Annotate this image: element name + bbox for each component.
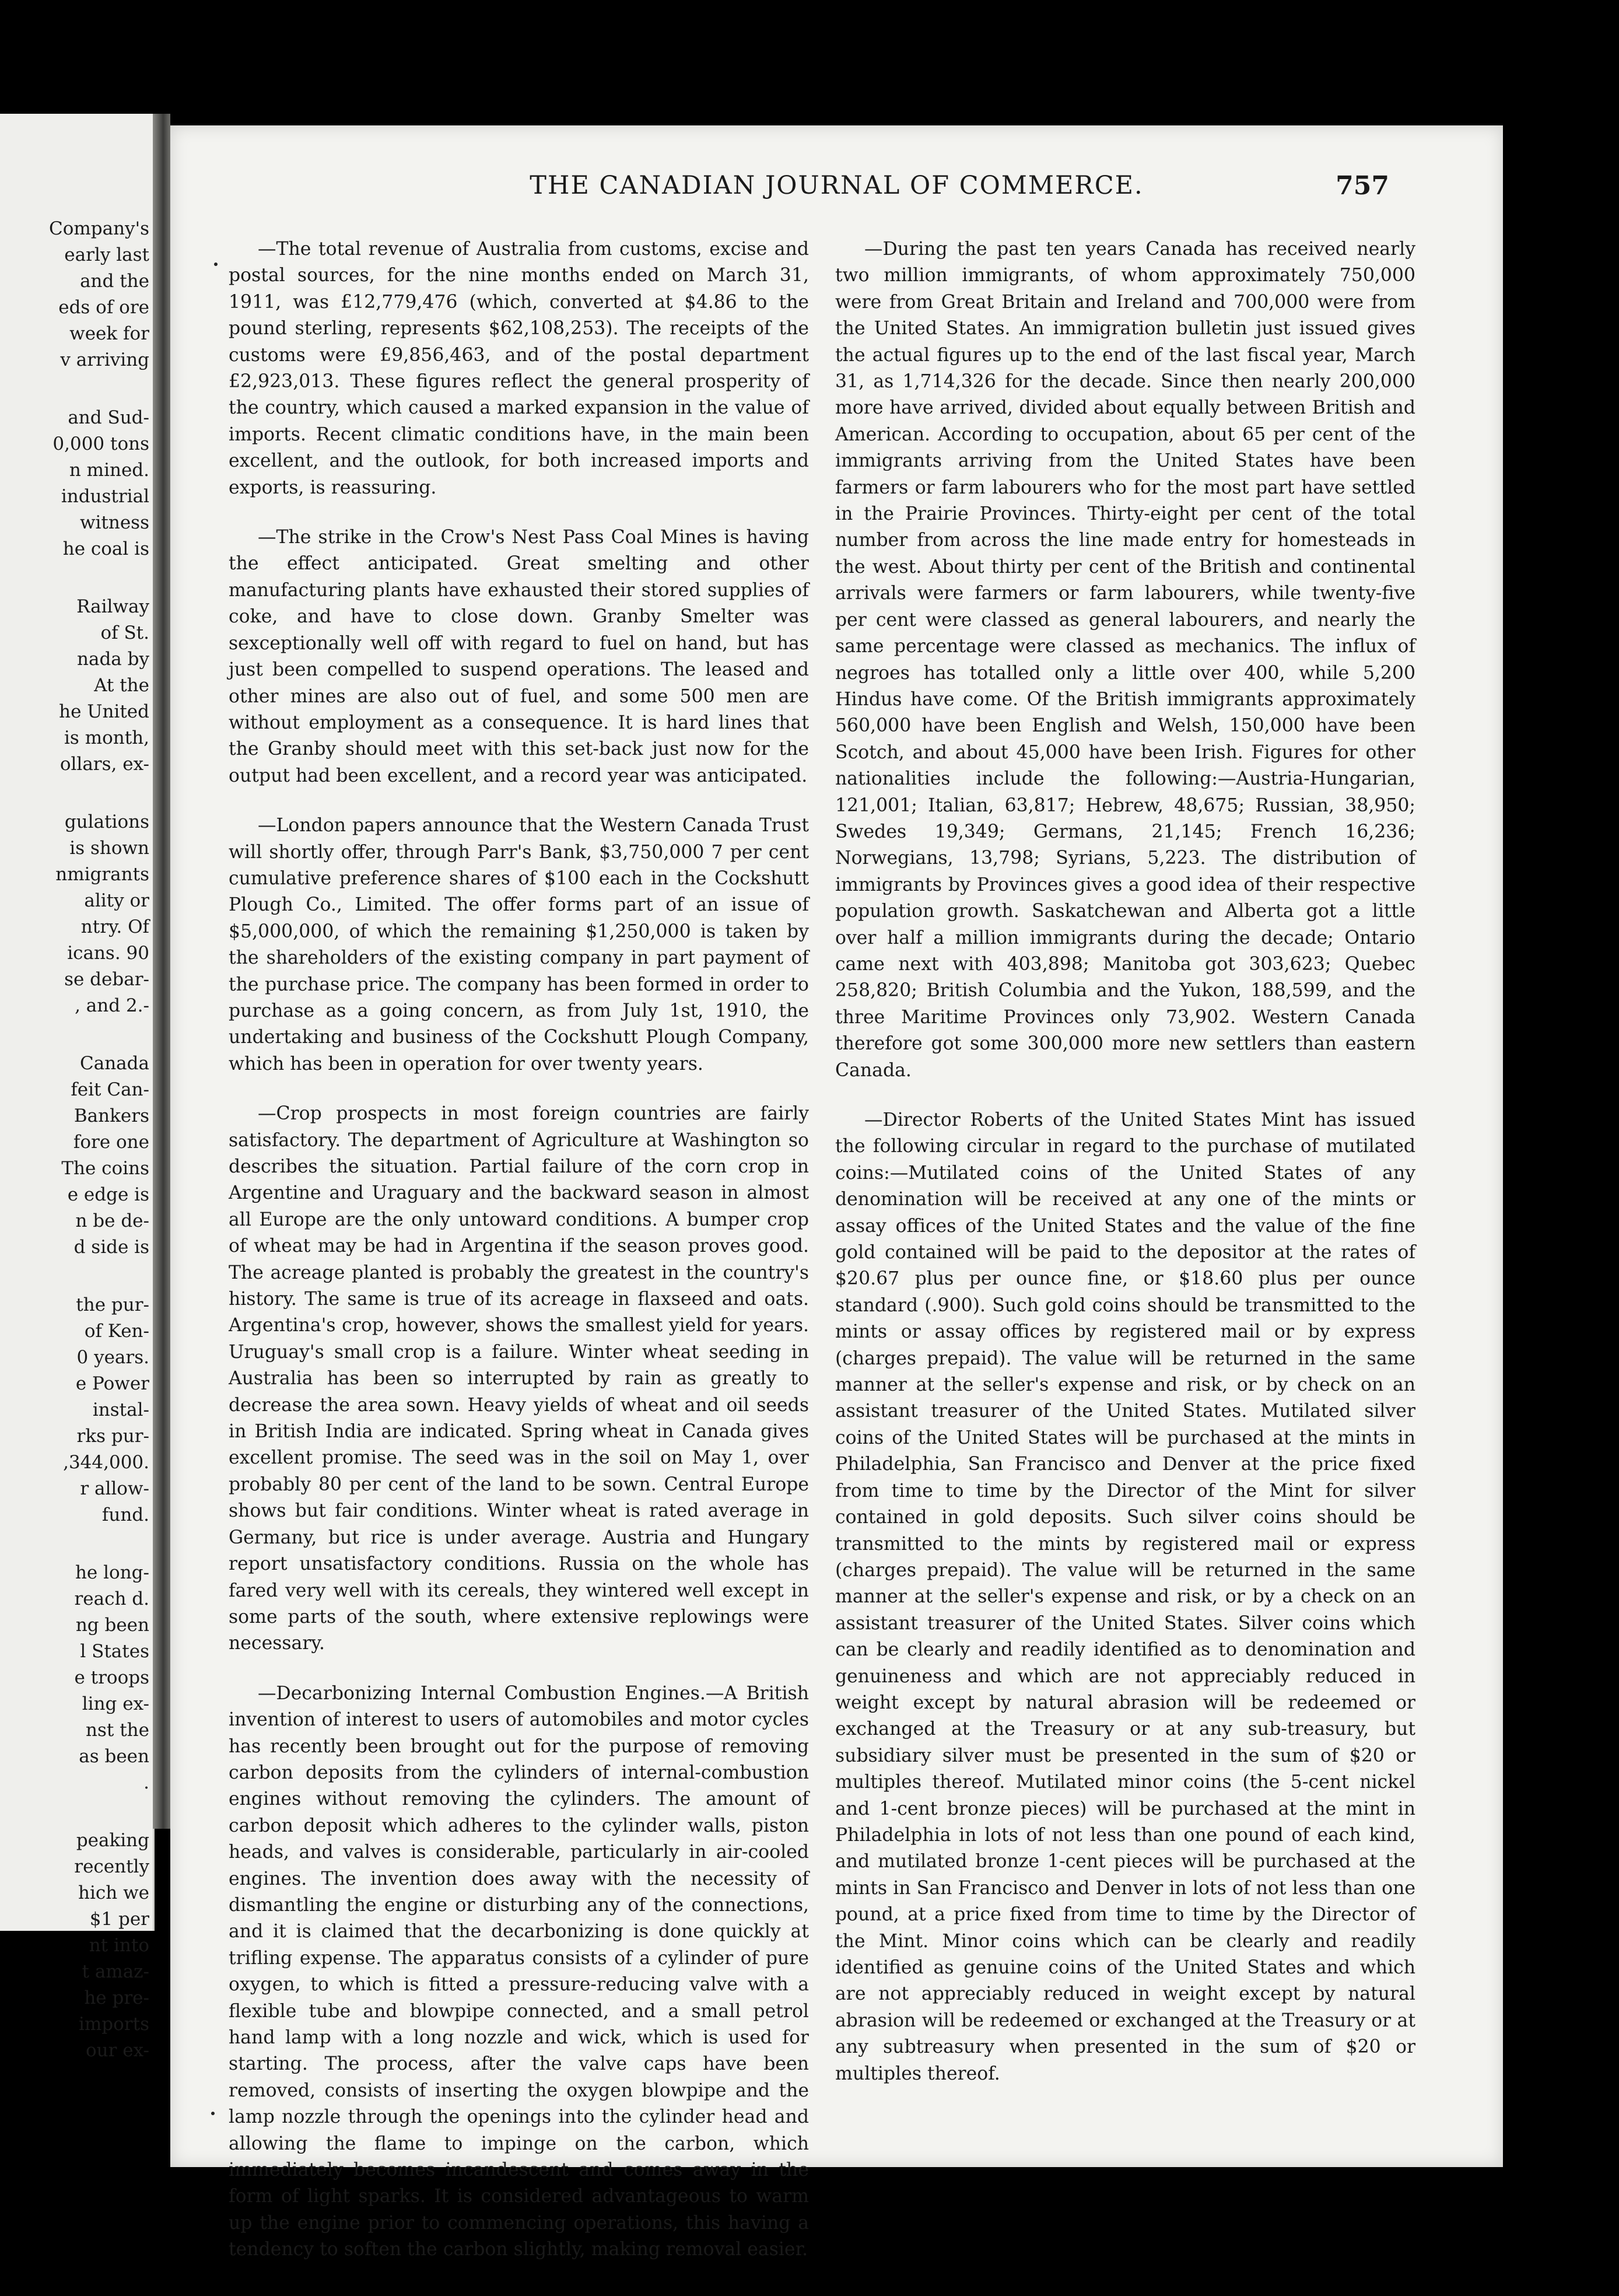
fragment-block	[0, 1292, 153, 1528]
fragment-block	[0, 1051, 153, 1261]
fragment-line: fund.	[101, 1504, 149, 1525]
fragment-line: , and 2.-	[75, 995, 149, 1016]
article-cockshutt-plough: —London papers announce that the Western Canada Trust will shortly offer, through Parr's Bank, $3,750,000 7 per cent cumulative preference shares of $100 each in the Cockshutt Plough Co., Limited. The offer forms part of an issue of $5,000,000, of which the remaining $1,250,000 is taken by the shareholders of the existing company in part payment of the purchase price. The company has been formed in order to purchase as a going concern, as from July 1st, 1910, the undertaking and business of the Cockshutt Plough Company, which has been in operation for over twenty years.	[229, 815, 809, 1074]
fragment-line: ,344,000.	[63, 1452, 149, 1473]
print-speck	[214, 262, 218, 266]
fragment-line: and the	[80, 271, 149, 292]
fragment-line: fore one	[73, 1132, 149, 1153]
fragment-line: e edge is	[67, 1184, 149, 1205]
fragment-block	[0, 809, 153, 1019]
fragment-line: At the	[94, 675, 149, 696]
article-immigration: —During the past ten years Canada has received nearly two million immigrants, of whom approximately 750,000 were from Great Britain and Ireland and 700,000 were from the United States. An immigration bulletin just issued gives the actual figures up to the end of the last fiscal year, March 31, as 1,714,326 for the decade. Since then nearly 200,000 more have arrived, divided about equally between British and American. According to occupation, about 65 per cent of the immigrants arriving from the United States have been farmers or farm labourers who for the most part have settled in the Prairie Provinces. Thirty-eight per cent of the total number from across the line made entry for homesteads in the west. About thirty per cent of the British and continental arrivals were farmers or farm labourers, while twenty-five per cent were classed as general labourers, and nearly the same percentage were classed as mechanics. The influx of negroes has totalled only a little over 400, while 5,200 Hindus have come. Of the British immigrants approximately 560,000 have been English and Welsh, 150,000 have been Scotch, and about 45,000 have been Irish. Figures for other nationalities include the following:—Austria-Hungarian, 121,001; Italian, 63,817; Hebrew, 48,675; Russian, 38,950; Swedes 19,349; Germans, 21,145; French 16,236; Norwegians, 13,798; Syrians, 5,223. The distribution of immigrants by Provinces gives a good idea of their respective population growth. Saskatchewan and Alberta got a little over half a million immigrants during the decade; Ontario came next with 403,898; Manitoba got 303,623; Quebec 258,820; British Columbia and the Yukon, 188,599, and the three Maritime Provinces only 73,902. Western Canada therefore got some 300,000 more new settlers than eastern Canada.	[835, 239, 1415, 1081]
fragment-line: is month,	[64, 727, 149, 748]
newspaper-page	[170, 125, 1503, 2260]
article-decarbonizing-engines: —Decarbonizing Internal Combustion Engines.—A British invention of interest to users of automobiles and motor cycles has recently been brought out for the purpose of removing carbon deposits from the cylinders of internal-combustion engines without removing the cylinders. The amount of carbon deposit which adheres to the cylinder walls, piston heads, and valves is considerable, particularly in air-cooled engines. The invention does away with the necessity of dismantling the engine or disturbing any of the connections, and it is claimed that the decarbonizing is done quickly at trifling expense. The apparatus consists of a cylinder of pure oxygen, to which is fitted a pressure-reducing valve with a flexible tube and blowpipe connected, and a small petrol hand lamp with a long nozzle and wick, which is used for starting. The process, after the valve caps have been removed, consists of inserting the oxygen blowpipe and the lamp nozzle through the openings into the cylinder head and allowing the flame to impinge on the carbon, which immediately becomes incandescent and comes away in the form of light sparks. It is considered advantageous to warm up the engine prior to commencing operations, this having a tendency to soften the carbon slightly, making removal easier.	[229, 1682, 809, 2260]
fragment-line: our ex-	[85, 2040, 149, 2061]
fragment-line: the pur-	[76, 1294, 149, 1315]
fragment-line: n be de-	[75, 1210, 149, 1231]
fragment-block	[0, 1828, 153, 2064]
fragment-line: feit Can-	[71, 1079, 149, 1100]
fragment-line: nmigrants	[55, 864, 149, 885]
fragment-line: early last	[64, 244, 149, 265]
fragment-line: icans. 90	[67, 943, 149, 964]
fragment-line: ling ex-	[82, 1693, 149, 1714]
fragment-line: eds of ore	[58, 297, 149, 318]
page-gutter	[153, 114, 170, 1829]
fragment-block	[0, 216, 153, 373]
fragment-line: v arriving	[60, 349, 149, 370]
fragment-line: rks pur-	[76, 1426, 149, 1447]
article-crop-prospects: —Crop prospects in most foreign countries are fairly satisfactory. The department of Agriculture at Washington so describes the situation. Partial failure of the corn crop in Argentine and Uraguary and the backward season in almost all Europe are the only untoward conditions. A bumper crop of wheat may be had in Argentina if the season proves good. The acreage planted is probably the greatest in the country's history. The same is true of its acreage in flaxseed and oats. Argentina's crop, however, shows the smallest yield for years. Uruguay's small crop is a failure. Winter wheat seeding in Australia has been so interrupted by rain as greatly to decrease the area sown. Heavy yields of wheat and oil seeds in British India are indicated. Spring wheat in Canada gives excellent promise. The seed was in the soil on May 1, over probably 80 per cent of the land to be sown. Central Europe shows but fair conditions. Winter wheat is rated average in Germany, but rice is under average. Austria and Hungary report unsatisfactory conditions. Russia on the whole has fared very well with its cereals, they wintered well except in some parts of the south, where extensive replowings were necessary.	[229, 1103, 809, 1654]
fragment-line: 0,000 tons	[52, 433, 149, 454]
fragment-line: .	[143, 1772, 149, 1793]
fragment-line: witness	[79, 512, 149, 533]
fragment-line: peaking	[76, 1830, 149, 1851]
print-speck	[211, 2112, 215, 2115]
fragment-line: ntry. Of	[80, 916, 149, 937]
fragment-line: Company's	[48, 218, 149, 239]
fragment-line: as been	[79, 1746, 149, 1767]
fragment-line: e troops	[74, 1667, 149, 1688]
fragment-line: he long-	[75, 1562, 149, 1583]
fragment-line: nst the	[86, 1720, 149, 1741]
page-number: 757	[1336, 171, 1389, 201]
fragment-line: instal-	[92, 1399, 149, 1420]
fragment-line: se debar-	[64, 969, 149, 990]
left-column	[229, 236, 809, 2287]
fragment-line: hich we	[78, 1882, 149, 1903]
fragment-line: reach d.	[74, 1588, 149, 1609]
fragment-line: nt into	[89, 1935, 149, 1956]
fragment-line: and Sud-	[68, 407, 149, 428]
fragment-line: ality or	[84, 890, 149, 911]
fragment-line: e Power	[75, 1373, 149, 1394]
fragment-line: ng been	[75, 1615, 149, 1636]
fragment-line: l States	[80, 1641, 149, 1662]
page-header	[170, 171, 1503, 206]
fragment-line: Railway	[76, 596, 149, 617]
fragment-line: of St.	[100, 622, 149, 643]
fragment-line: industrial	[61, 486, 149, 507]
fragment-line: r allow-	[80, 1478, 149, 1499]
fragment-block	[0, 405, 153, 562]
fragment-line: t amaz-	[82, 1961, 149, 1982]
journal-title: THE CANADIAN JOURNAL OF COMMERCE.	[530, 171, 1144, 200]
article-australia-revenue: —The total revenue of Australia from customs, excise and postal sources, for the nine months ended on March 31, 1911, was £12,779,476 (which, converted at $4.86 to the pound sterling, represents $62,108,253). The receipts of the customs were £9,856,463, and of the postal department £2,923,013. These figures reflect the general prosperity of the country, which caused a marked expansion in the value of imports. Recent climatic conditions have, in the main been excellent, and the outlook, for both increased imports and exports, is reassuring.	[229, 239, 809, 498]
fragment-line: Bankers	[73, 1105, 149, 1126]
fragment-line: he pre-	[84, 1987, 149, 2008]
fragment-line: is shown	[69, 838, 149, 859]
fragment-line: 0 years.	[76, 1347, 149, 1368]
fragment-line: recently	[74, 1856, 149, 1877]
fragment-line: The coins	[61, 1158, 149, 1179]
right-column	[835, 236, 1415, 2110]
fragment-block	[0, 594, 153, 778]
fragment-line: he coal is	[62, 538, 149, 559]
fragment-line: week for	[69, 323, 149, 344]
fragment-line: of Ken-	[84, 1321, 149, 1342]
fragment-line: $1 per	[89, 1909, 149, 1930]
fragment-block	[0, 1560, 153, 1796]
adjacent-page-fragment	[0, 114, 155, 2061]
fragment-line: n mined.	[69, 460, 149, 481]
fragment-line: Canada	[80, 1053, 149, 1074]
fragment-line: d side is	[73, 1237, 149, 1258]
fragment-line: imports	[78, 2014, 149, 2035]
article-mutilated-coins: —Director Roberts of the United States Mint has issued the following circular in regard to the purchase of mutilated coins:—Mutilated coins of the United States of any denomination will be received at any one of the mints or assay offices of the United States and the value of the fine gold contained will be paid to the depositor at the rates of $20.67 plus per ounce fine, or $18.60 plus per ounce standard (.900). Such gold coins should be transmitted to the mints or assay offices by registered mail or by express (charges prepaid). The value will be returned in the same manner at the seller's expense and risk, or by check on an assistant treasurer of the United States. Mutilated silver coins of the United States will be purchased at the mints in Philadelphia, San Francisco and Denver at the price fixed from time to time by the Director of the Mint for silver contained in gold deposits. Such silver coins should be transmitted to the mints by registered mail or express (charges prepaid). The value will be returned in the same manner at the seller's expense and risk, or by a check on an assistant treasurer of the United States. Silver coins which can be clearly and readily identified as to denomination and genuineness and which are not appreciably reduced in weight except by natural abrasion will be redeemed or exchanged at the Treasury or at any sub-treasury, but subsidiary silver must be presented in the sum of $20 or multiples thereof. Mutilated minor coins (the 5-cent nickel and 1-cent bronze pieces) will be purchased at the mint in Philadelphia in lots of not less than one pound of each kind, and mutilated bronze 1-cent pieces will be purchased at the mints in San Francisco and Denver in lots of not less than one pound, at a price fixed from time to time by the Director of the Mint. Minor coins which can be clearly and readily identified as genuine coins of the United States and which are not appreciably reduced in weight except by natural abrasion will be redeemed or exchanged at the Treasury or at any subtreasury when presented in the sum of $20 or multiples thereof.	[835, 1110, 1415, 2084]
article-crows-nest-strike: —The strike in the Crow's Nest Pass Coal Mines is having the effect anticipated. Great smelting and other manufacturing plants have exhausted their stored supplies of coke, and have to close down. Granby Smelter was sexceptionally well off with regard to fuel on hand, but has just been compelled to suspend operations. The leased and other mines are also out of fuel, and some 500 men are without employment as a consequence. It is hard lines that the Granby should meet with this set-back just now for the output had been excellent, and a record year was anticipated.	[229, 527, 809, 786]
fragment-line: gulations	[64, 811, 149, 832]
fragment-line: he United	[59, 701, 149, 722]
fragment-line: ollars, ex-	[59, 754, 149, 775]
fragment-line: nada by	[77, 649, 149, 670]
